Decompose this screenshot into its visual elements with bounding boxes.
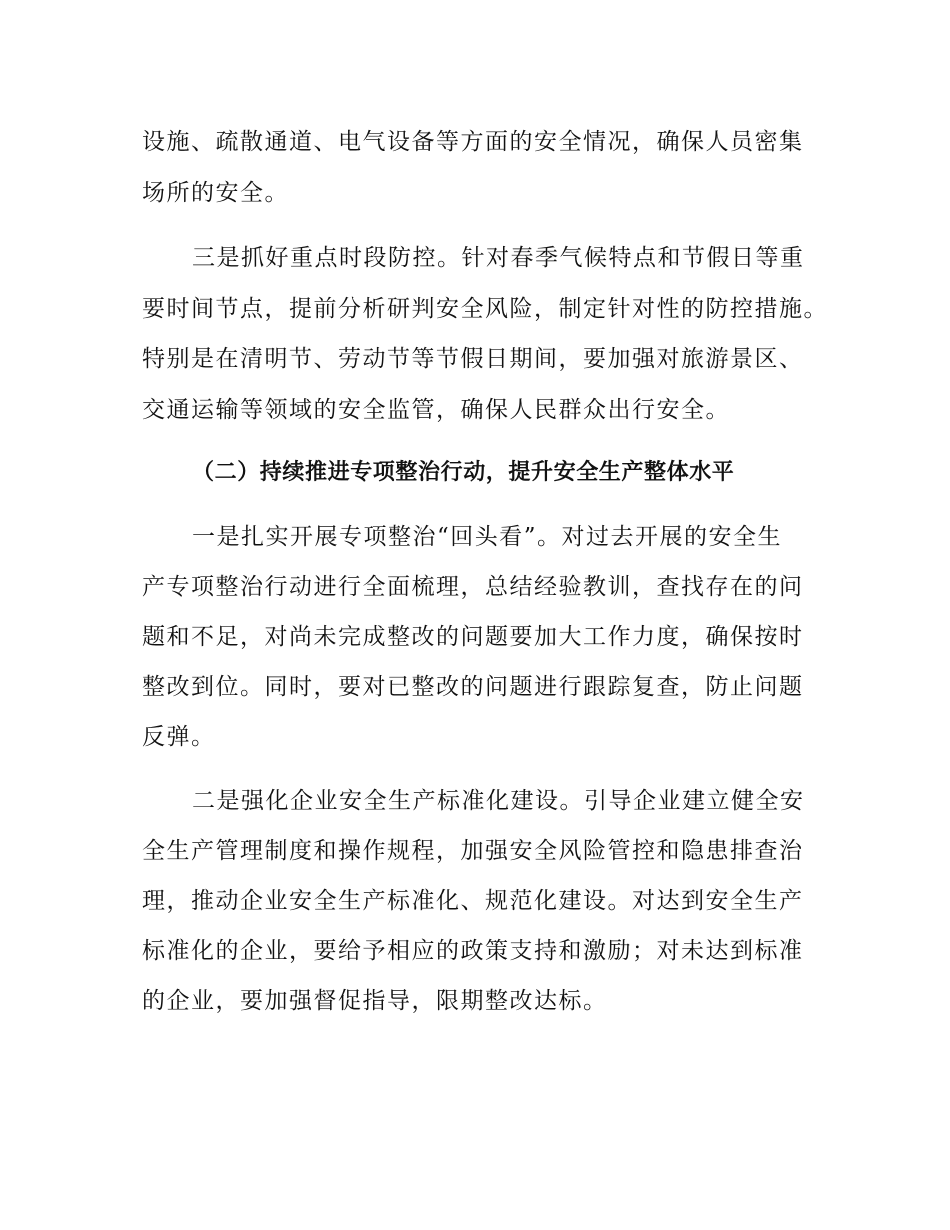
paragraph-line: 二是强化企业安全生产标准化建设。引导企业建立健全安 — [192, 788, 805, 814]
paragraph-line: 三是抓好重点时段防控。针对春季气候特点和节假日等重 — [192, 245, 805, 271]
paragraph-line: 理，推动企业安全生产标准化、规范化建设。对达到安全生产 — [142, 888, 804, 914]
paragraph-line: 要时间节点，提前分析研判安全风险，制定针对性的防控措施。 — [142, 296, 828, 322]
paragraph-line: 标准化的企业，要给予相应的政策支持和激励；对未达到标准 — [142, 938, 804, 964]
paragraph-line: 反弹。 — [142, 724, 216, 750]
paragraph-line: 全生产管理制度和操作规程，加强安全风险管控和隐患排查治 — [142, 838, 804, 864]
paragraph-line: 一是扎实开展专项整治“回头看”。对过去开展的安全生 — [192, 524, 783, 550]
paragraph-line: 整改到位。同时，要对已整改的问题进行跟踪复查，防止问题 — [142, 674, 804, 700]
section-heading: （二）持续推进专项整治行动，提升安全生产整体水平 — [192, 460, 735, 485]
paragraph-line: 题和不足，对尚未完成整改的问题要加大工作力度，确保按时 — [142, 624, 804, 650]
paragraph-line: 的企业，要加强督促指导，限期整改达标。 — [142, 988, 608, 1014]
paragraph-line: 设施、疏散通道、电气设备等方面的安全情况，确保人员密集 — [142, 129, 804, 155]
paragraph-line: 产专项整治行动进行全面梳理，总结经验教训，查找存在的问 — [142, 574, 804, 600]
paragraph-line: 特别是在清明节、劳动节等节假日期间，要加强对旅游景区、 — [142, 346, 804, 372]
paragraph-line: 交通运输等领域的安全监管，确保人民群众出行安全。 — [142, 397, 730, 423]
paragraph-line: 场所的安全。 — [142, 180, 289, 206]
